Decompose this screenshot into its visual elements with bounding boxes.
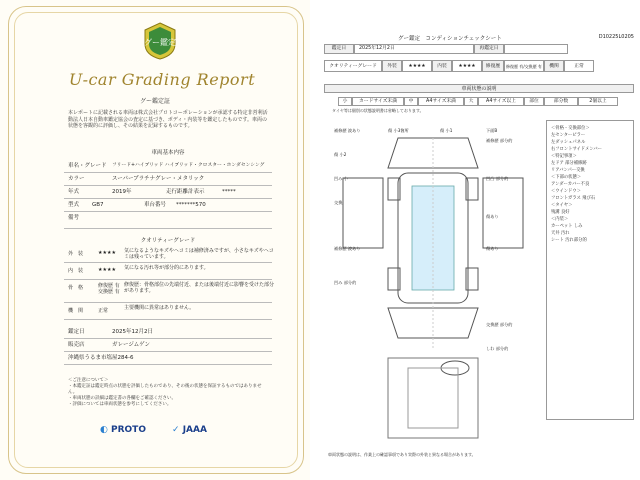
address-value: 沖縄県うるま市塩屋284-6 bbox=[68, 355, 134, 361]
notes-line: ・本鑑定証は鑑定時点の状態を評価したものであり、その後の状態を保証するものではありません。 bbox=[68, 384, 262, 395]
damage-label: 交換 bbox=[334, 200, 343, 205]
quality-text: 修復歴：骨格部位の先端付近、または後端付近に影響を受けた部分があります。 bbox=[124, 282, 275, 294]
quality-text: 気になるようなキズやヘコミは補修済みですが、小さなキズやヘコミは残っています。 bbox=[124, 248, 274, 260]
year-label: 年式 bbox=[68, 189, 80, 195]
legend-item: ＜特記事項＞ bbox=[551, 154, 577, 159]
mileage-label: 走行距離計表示 bbox=[166, 189, 205, 195]
sheet-engine-label: 機関 bbox=[544, 60, 564, 72]
vehicle-name-label: 車名・グレード bbox=[68, 163, 107, 169]
quality-text: 気になる汚れ等が部分的にあります。 bbox=[124, 265, 209, 271]
legend-item: 左ドア 部分補修跡 bbox=[551, 161, 587, 166]
sheet-date-value: 2025年12月2日 bbox=[354, 44, 474, 54]
quality-text: 主要機関に異常はありません。 bbox=[124, 305, 195, 311]
chassis-value: *******570 bbox=[176, 202, 206, 208]
address-row bbox=[64, 352, 272, 365]
quality-label: 外 装 bbox=[68, 251, 84, 257]
color-label: カラー bbox=[68, 176, 85, 182]
damage-label: 傷あり bbox=[486, 246, 499, 251]
damage-label: 凹凸 部分的 bbox=[486, 176, 509, 181]
legend-item: 左ダッシュパネル bbox=[551, 140, 586, 145]
damage-label: 凹み 部分的 bbox=[334, 280, 357, 285]
damage-label: 補修歴 波あり bbox=[334, 246, 361, 251]
legend-item: ＜下部の状態＞ bbox=[551, 175, 582, 180]
sheet-interior-stars: ★★★★ bbox=[452, 60, 482, 72]
notes-line: ・評価については車両状態を参考にしてください。 bbox=[68, 402, 172, 407]
sheet-quality-label: クオリティーグレード bbox=[324, 60, 382, 72]
appraisal-date-value: 2025年12月2日 bbox=[112, 329, 153, 335]
damage-label: 交換歴 部分的 bbox=[486, 322, 513, 327]
part-header: 部位 bbox=[524, 97, 544, 106]
chassis-label: 車台番号 bbox=[144, 202, 167, 208]
quality-section-title: クオリティーグレード bbox=[140, 238, 196, 244]
quality-stars: ★★★★ bbox=[98, 250, 116, 256]
appraisal-date-label: 鑑定日 bbox=[68, 329, 85, 335]
quality-label: 骨 格 bbox=[68, 285, 84, 291]
legend-item: ＜タイヤ＞ bbox=[551, 203, 573, 208]
part-header: 部分数 bbox=[544, 97, 578, 106]
condition-check-sheet bbox=[318, 0, 640, 480]
damage-label: しわ 部分的 bbox=[486, 346, 509, 351]
appraisal-date-row bbox=[64, 326, 272, 339]
damage-label: 補修歴 部分的 bbox=[486, 138, 513, 143]
shop-row bbox=[64, 339, 272, 352]
damage-label: 補修歴 波あり bbox=[334, 128, 361, 133]
notes-block bbox=[68, 378, 268, 408]
year-value: 2019年 bbox=[112, 189, 132, 195]
grading-report-certificate bbox=[0, 0, 310, 480]
quality-row-exterior bbox=[64, 246, 272, 263]
proto-logo-text: PROTO bbox=[111, 425, 146, 435]
shop-value: ガレージムゲン bbox=[112, 342, 151, 348]
legend-item: カーペット しみ bbox=[551, 224, 583, 229]
sheet-engine-value: 正常 bbox=[564, 60, 594, 72]
color-row bbox=[64, 173, 272, 186]
damage-label: 傷 小3箇所 bbox=[388, 128, 409, 133]
sheet-exterior-label: 外装 bbox=[382, 60, 402, 72]
remarks-label: 備考 bbox=[68, 215, 80, 221]
goo-kantei-badge-icon bbox=[143, 22, 177, 60]
vehicle-name-row bbox=[64, 160, 272, 173]
jaaa-logo-text: JAAA bbox=[182, 425, 207, 435]
damage-label: 凹み 小 bbox=[334, 176, 348, 181]
jaaa-logo: ✓ JAAA bbox=[172, 425, 207, 435]
shop-label: 販売店 bbox=[68, 342, 85, 348]
damage-label: 傷 小1 bbox=[440, 128, 453, 133]
intro-text: 本レポートに記載される車両は株式会社プロトコーポレーションが承認する特定非営利活動法人日本自動車鑑定協会の査定に基づき、ボディ・内装等を鑑定したものです。車両の状態を客観的に評価し、その結果を記録するものです。 bbox=[68, 110, 268, 129]
legend-list bbox=[547, 121, 633, 248]
mileage-value: ***** bbox=[222, 189, 236, 195]
condition-title: 車両状態の説明 bbox=[324, 84, 634, 93]
legend-item: フロントガラス 飛び石 bbox=[551, 196, 596, 201]
quality-stars: ★★★★ bbox=[98, 267, 116, 273]
model-label: 型式 bbox=[68, 202, 80, 208]
vehicle-name-value: フリード+ハイブリッド ハイブリッド・クロスター・ホンダセンシング bbox=[112, 163, 265, 168]
legend-item: ＜ウインドウ＞ bbox=[551, 189, 581, 194]
legend-panel bbox=[546, 120, 634, 420]
quality-row-engine bbox=[64, 303, 272, 320]
sheet-exterior-stars: ★★★★ bbox=[402, 60, 432, 72]
legend-item: 残溝 良好 bbox=[551, 210, 570, 215]
quality-label: 内 装 bbox=[68, 268, 84, 274]
damage-label: 傷あり bbox=[486, 214, 499, 219]
notes-title: ＜ご注意について＞ bbox=[68, 378, 109, 383]
sheet-repair-label: 修復歴 bbox=[482, 60, 504, 72]
color-value: スーパープラチナグレー・メタリック bbox=[112, 176, 205, 182]
vehicle-diagram bbox=[328, 118, 543, 448]
quality-label: 機 関 bbox=[68, 308, 84, 314]
part-count-value: 2個以上 bbox=[578, 97, 618, 106]
reexam-label: 再鑑定日 bbox=[474, 44, 504, 54]
damage-label: 下面B bbox=[486, 128, 498, 133]
legend-item: 左センターピラー bbox=[551, 133, 586, 138]
footer-note: 車両状態の説明は、作業上の確認事項であり実際の外装と異なる場合があります。 bbox=[328, 452, 476, 457]
document-id: D10225L0205 bbox=[598, 34, 634, 40]
remarks-row bbox=[64, 212, 272, 229]
damage-label: 傷 小2 bbox=[334, 152, 347, 157]
quality-stars: 修復歴 有 交換歴 有 bbox=[98, 283, 120, 295]
size-key-medium: 中 bbox=[404, 97, 418, 106]
notes-line: ・車両状態の詳細は鑑定書の各欄をご確認ください。 bbox=[68, 396, 176, 401]
model-value: GB7 bbox=[92, 202, 104, 208]
legend-item: シート 汚れ部分的 bbox=[551, 238, 587, 243]
model-row bbox=[64, 199, 272, 212]
legend-item: 右フロントサイドメンバー bbox=[551, 147, 602, 152]
legend-item: アンダーカバー不良 bbox=[551, 182, 590, 187]
legend-item: リアバンパー交換 bbox=[551, 168, 585, 173]
quality-stars: 正常 bbox=[98, 308, 109, 314]
size-desc-medium: A4サイズ未満 bbox=[418, 97, 464, 106]
sheet-repair-value: 修復歴 有/交換歴 有 bbox=[504, 60, 544, 72]
certificate-label: グー鑑定証 bbox=[139, 98, 170, 105]
quality-row-interior bbox=[64, 263, 272, 280]
badge-text: グー鑑定 bbox=[144, 38, 176, 47]
legend-item: ＜内装＞ bbox=[551, 217, 569, 222]
sheet-date-label: 鑑定日 bbox=[324, 44, 354, 54]
legend-item: ＜骨格・交換部位＞ bbox=[551, 126, 590, 131]
year-row bbox=[64, 186, 272, 199]
reexam-value bbox=[504, 44, 568, 54]
legend-item: 天井 汚れ bbox=[551, 231, 570, 236]
vehicle-section-title: 車両基本内容 bbox=[151, 150, 185, 156]
sheet-interior-label: 内装 bbox=[432, 60, 452, 72]
size-desc-large: A4サイズ以上 bbox=[478, 97, 524, 106]
quality-row-frame bbox=[64, 280, 275, 303]
size-key-small: 小 bbox=[338, 97, 352, 106]
size-desc-small: カードサイズ未満 bbox=[352, 97, 404, 106]
size-key-large: 大 bbox=[464, 97, 478, 106]
sheet-title: グー鑑定 コンディションチェックシート bbox=[398, 36, 502, 42]
report-title: U-car Grading Report bbox=[68, 70, 256, 89]
diagram-note: タイヤ等は個別の状態説明書は省略しております。 bbox=[332, 108, 424, 113]
proto-logo: ◐ PROTO bbox=[100, 425, 146, 435]
